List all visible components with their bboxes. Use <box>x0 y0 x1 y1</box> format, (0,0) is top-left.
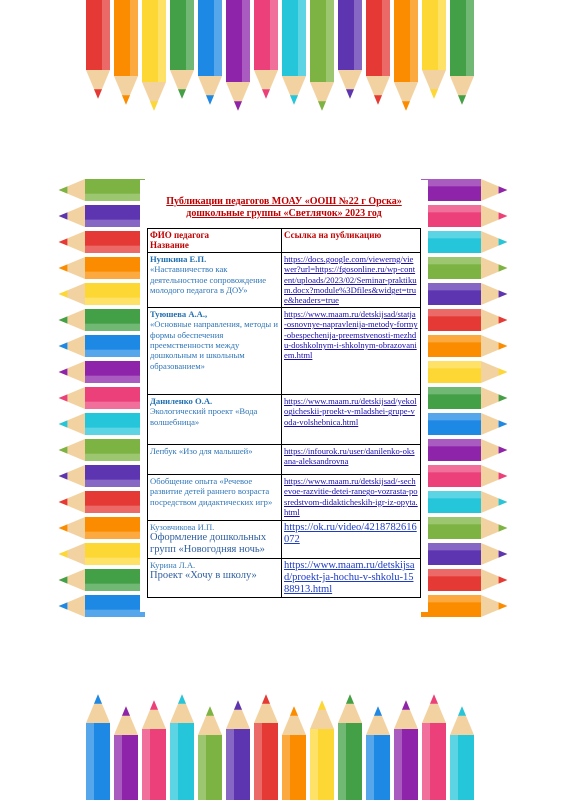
page-title-line-1: Публикации педагогов МОАУ «ООШ №22 г Орска» <box>166 196 402 207</box>
publication-link[interactable]: https://www.maam.ru/detskijsad/statja-osnovnye-napravlenija-metody-formy-obespechenija-preemstvenosti-mezhdu-doshkolnym-i-shkolnym-obrazovaniem.html <box>284 308 418 361</box>
pencil-icon <box>59 231 145 253</box>
publication-link[interactable]: https://ok.ru/video/4218782616072 <box>284 521 417 545</box>
pencil-icon <box>421 543 507 565</box>
publication-title: Обобщение опыта «Речевое развитие детей раннего возраста посредством дидактических игр» <box>150 475 273 507</box>
table-row <box>148 252 421 307</box>
pencil-icon <box>254 0 278 99</box>
pencil-icon <box>421 387 507 409</box>
column-header-teacher-name: ФИО педагога <box>150 230 210 240</box>
link-cell <box>282 307 421 394</box>
pencil-icon <box>114 0 138 105</box>
publication-title: Лепбук «Изо для малышей» <box>150 445 253 456</box>
publication-title: Оформление дошкольных групп «Новогодняя ночь» <box>150 532 267 556</box>
pencil-icon <box>86 0 110 99</box>
link-cell <box>282 558 421 597</box>
table-row <box>148 474 421 520</box>
pencil-icon <box>421 309 507 331</box>
publication-link[interactable]: https://www.maam.ru/detskijsad/proekt-ja-hochu-v-shkolu-1588913.html <box>284 559 415 595</box>
pencil-icon <box>310 700 334 800</box>
publication-link[interactable]: https://www.maam.ru/detskijsad/yekologicheskii-proekt-v-mladshei-grupe-voda-volshebnica.html <box>284 395 417 427</box>
pencil-icon <box>421 205 507 227</box>
teacher-name: Курина Л.А. <box>150 559 196 570</box>
pencil-icon <box>450 706 474 800</box>
table-row <box>148 444 421 474</box>
pencil-icon <box>366 0 390 105</box>
pencil-icon <box>366 706 390 800</box>
publication-title: Экологический проект «Вода волшебница» <box>150 406 258 427</box>
pencil-icon <box>59 283 145 305</box>
publication-title: «Основные направления, методы и формы обеспечения преемственности между дошкольным и школьным образованием» <box>150 319 278 371</box>
pencil-icon <box>59 205 145 227</box>
pencil-icon <box>59 257 145 279</box>
table-row <box>148 558 421 597</box>
link-cell <box>282 252 421 307</box>
publication-link[interactable]: https://infourok.ru/user/danilenko-oksana-aleksandrovna <box>284 445 415 467</box>
pencil-icon <box>59 309 145 331</box>
pencil-icon <box>142 700 166 800</box>
pencil-icon <box>59 413 145 435</box>
pencil-icon <box>59 569 145 591</box>
link-cell <box>282 474 421 520</box>
page-title-line-2: дошкольные группы «Светлячок» 2023 год <box>186 208 382 219</box>
table-row <box>148 520 421 558</box>
link-cell <box>282 444 421 474</box>
pencil-icon <box>59 361 145 383</box>
pencil-icon <box>226 0 250 111</box>
pencil-icon <box>421 361 507 383</box>
pencil-icon <box>394 700 418 800</box>
pencil-icon <box>142 0 166 111</box>
teacher-cell <box>148 558 282 597</box>
table-row <box>148 394 421 444</box>
pencil-icon <box>421 517 507 539</box>
pencil-icon <box>421 569 507 591</box>
teacher-cell <box>148 252 282 307</box>
pencil-icon <box>59 387 145 409</box>
pencil-icon <box>421 413 507 435</box>
table-header-row <box>148 229 421 253</box>
column-header-title: Название <box>150 240 189 251</box>
pencil-icon <box>59 335 145 357</box>
pencil-icon <box>170 694 194 800</box>
pencil-icon <box>282 706 306 800</box>
teacher-name: Даниленко О.А. <box>150 395 213 406</box>
pencil-icon <box>450 0 474 105</box>
pencil-icon <box>421 283 507 305</box>
column-header-link: Ссылка на публикацию <box>282 229 421 253</box>
pencil-icon <box>338 0 362 99</box>
pencil-icon <box>59 517 145 539</box>
teacher-cell <box>148 520 282 558</box>
column-header-teacher <box>148 229 282 253</box>
table-row <box>148 307 421 394</box>
pencil-icon <box>198 706 222 800</box>
teacher-name: Туюшева А.А., <box>150 308 208 319</box>
pencil-icon <box>421 491 507 513</box>
pencil-icon <box>338 694 362 800</box>
pencil-icon <box>310 0 334 111</box>
pencil-icon <box>422 694 446 800</box>
pencil-icon <box>59 179 145 201</box>
teacher-cell <box>148 307 282 394</box>
pencil-icon <box>282 0 306 105</box>
pencil-icon <box>421 465 507 487</box>
publication-link[interactable]: https://www.maam.ru/detskijsad/-sechevoe-razvitie-detei-ranego-vozrasta-posredstvom-didakticheskih-igr-iz-opyta.html <box>284 475 418 518</box>
pencil-icon <box>254 694 278 800</box>
pencil-icon <box>170 0 194 99</box>
pencil-icon <box>59 439 145 461</box>
pencil-icon <box>86 694 110 800</box>
pencil-icon <box>421 335 507 357</box>
pencil-icon <box>421 595 507 617</box>
teacher-name: Нушкина Е.П. <box>150 253 207 264</box>
pencil-icon <box>59 491 145 513</box>
publications-table <box>147 228 421 598</box>
pencil-icon <box>59 595 145 617</box>
pencil-icon <box>59 465 145 487</box>
pencil-icon <box>422 0 446 99</box>
teacher-cell <box>148 474 282 520</box>
pencil-icon <box>421 179 507 201</box>
pencil-icon <box>421 257 507 279</box>
pencil-icon <box>59 543 145 565</box>
teacher-cell <box>148 444 282 474</box>
link-cell <box>282 394 421 444</box>
teacher-cell <box>148 394 282 444</box>
pencil-icon <box>421 439 507 461</box>
publication-link[interactable]: https://docs.google.com/viewerng/viewer?url=https://fgosonline.ru/wp-content/uploads/2023/02/Seminar-praktikum.docx?module%3Dfiles&widget=true&headers=true <box>284 253 417 306</box>
publication-title: «Наставничество как деятельностное сопровождение молодого педагога в ДОУ» <box>150 264 267 296</box>
page-title <box>150 196 418 220</box>
publication-title: Проект «Хочу в школу» <box>150 570 257 582</box>
pencil-icon <box>226 700 250 800</box>
link-cell <box>282 520 421 558</box>
pencil-icon <box>394 0 418 111</box>
pencil-icon <box>421 231 507 253</box>
pencil-icon <box>198 0 222 105</box>
pencil-icon <box>114 706 138 800</box>
teacher-name: Кузовчикова И.П. <box>150 521 215 532</box>
